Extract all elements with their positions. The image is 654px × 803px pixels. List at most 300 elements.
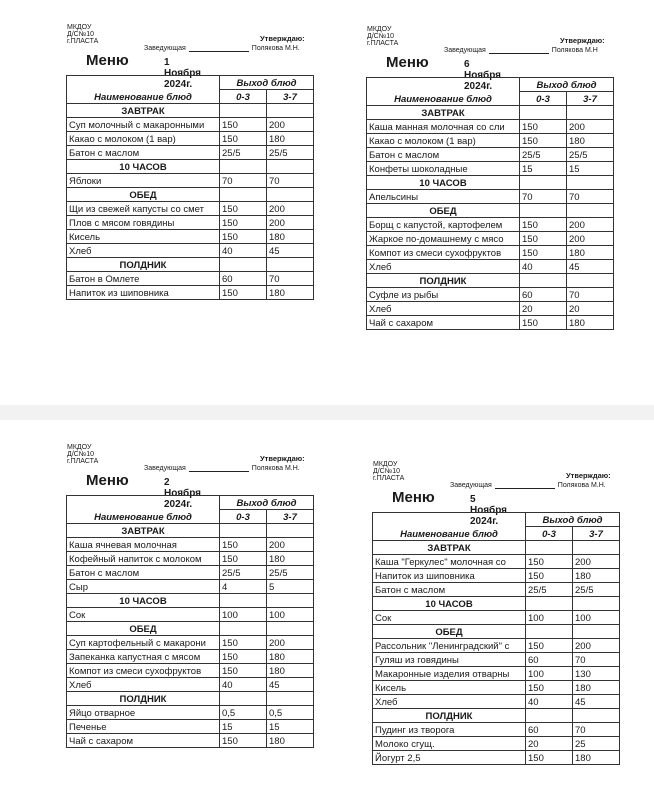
signature-line xyxy=(189,51,249,52)
empty-cell xyxy=(220,692,267,706)
portion-0-3: 0,5 xyxy=(220,706,267,720)
col-age-3-7: 3-7 xyxy=(267,90,314,104)
signature-line xyxy=(495,488,555,489)
portion-0-3: 40 xyxy=(526,695,573,709)
empty-cell xyxy=(220,594,267,608)
portion-0-3: 150 xyxy=(220,538,267,552)
portion-0-3: 150 xyxy=(220,132,267,146)
table-row xyxy=(67,566,314,580)
portion-3-7: 45 xyxy=(567,260,614,274)
section-row xyxy=(367,176,614,190)
signature-line xyxy=(489,53,549,54)
table-row xyxy=(367,134,614,148)
empty-cell xyxy=(526,625,573,639)
portion-3-7: 180 xyxy=(267,650,314,664)
dish-name: Чай с сахаром xyxy=(67,734,220,748)
section-label: ОБЕД xyxy=(367,204,520,218)
empty-cell xyxy=(220,188,267,202)
section-row xyxy=(373,709,620,723)
dish-name: Кисель xyxy=(373,681,526,695)
portion-0-3: 40 xyxy=(220,244,267,258)
table-row xyxy=(367,316,614,330)
table-row xyxy=(67,146,314,160)
dish-name: Печенье xyxy=(67,720,220,734)
empty-cell xyxy=(267,692,314,706)
dish-name: Батон с маслом xyxy=(67,566,220,580)
menu-table xyxy=(372,512,620,765)
dish-name: Сок xyxy=(67,608,220,622)
dish-name: Йогурт 2,5 xyxy=(373,751,526,765)
signature-line xyxy=(189,471,249,472)
table-row xyxy=(67,636,314,650)
dish-name: Борщ с капустой, картофелем xyxy=(367,218,520,232)
table-row xyxy=(367,260,614,274)
portion-0-3: 150 xyxy=(220,230,267,244)
section-row xyxy=(67,692,314,706)
dish-name: Каша "Геркулес" молочная со xyxy=(373,555,526,569)
empty-cell xyxy=(520,176,567,190)
portion-0-3: 25/5 xyxy=(520,148,567,162)
menu-date: 5 Ноября 2024г. xyxy=(470,494,508,527)
head-name: Полякова М.Н. xyxy=(251,465,300,472)
portion-3-7: 200 xyxy=(567,218,614,232)
org-name: МКДОУ Д/С№10 г.ПЛАСТА xyxy=(367,26,399,47)
portion-3-7: 130 xyxy=(573,667,620,681)
portion-3-7: 25/5 xyxy=(567,148,614,162)
portion-3-7: 180 xyxy=(567,134,614,148)
table-row xyxy=(373,667,620,681)
section-row xyxy=(373,597,620,611)
col-age-0-3: 0-3 xyxy=(520,92,567,106)
portion-0-3: 150 xyxy=(526,555,573,569)
portion-0-3: 150 xyxy=(520,218,567,232)
dish-name: Хлеб xyxy=(67,678,220,692)
portion-0-3: 150 xyxy=(520,316,567,330)
section-label: ПОЛДНИК xyxy=(67,692,220,706)
table-row xyxy=(67,552,314,566)
col-name-header: Наименование блюд xyxy=(367,78,520,106)
col-name-header: Наименование блюд xyxy=(373,513,526,541)
portion-3-7: 45 xyxy=(573,695,620,709)
head-line xyxy=(450,482,606,489)
portion-0-3: 150 xyxy=(520,134,567,148)
section-label: ЗАВТРАК xyxy=(373,541,526,555)
col-age-3-7: 3-7 xyxy=(267,510,314,524)
portion-0-3: 25/5 xyxy=(220,566,267,580)
portion-0-3: 70 xyxy=(220,174,267,188)
table-row xyxy=(373,583,620,597)
empty-cell xyxy=(567,204,614,218)
portion-0-3: 100 xyxy=(526,667,573,681)
menu-table xyxy=(366,77,614,330)
approve-label: Утверждаю: xyxy=(260,34,305,43)
dish-name: Жаркое по-домашнему с мясо xyxy=(367,232,520,246)
dish-name: Какао с молоком (1 вар) xyxy=(67,132,220,146)
org-name: МКДОУ Д/С№10 г.ПЛАСТА xyxy=(67,444,99,465)
section-row xyxy=(67,594,314,608)
dish-name: Хлеб xyxy=(367,260,520,274)
portion-3-7: 70 xyxy=(567,288,614,302)
approve-label: Утверждаю: xyxy=(260,454,305,463)
dish-name: Яйцо отварное xyxy=(67,706,220,720)
table-row xyxy=(373,751,620,765)
table-row xyxy=(67,202,314,216)
table-row xyxy=(67,580,314,594)
portion-0-3: 150 xyxy=(526,681,573,695)
dish-name: Батон в Омлете xyxy=(67,272,220,286)
empty-cell xyxy=(573,625,620,639)
portion-3-7: 200 xyxy=(267,118,314,132)
empty-cell xyxy=(220,160,267,174)
portion-3-7: 200 xyxy=(567,120,614,134)
table-row xyxy=(373,695,620,709)
empty-cell xyxy=(220,104,267,118)
table-row xyxy=(373,569,620,583)
portion-3-7: 25/5 xyxy=(573,583,620,597)
portion-0-3: 25/5 xyxy=(220,146,267,160)
col-name-header: Наименование блюд xyxy=(67,76,220,104)
menu-table xyxy=(66,75,314,300)
table-row xyxy=(373,681,620,695)
section-row xyxy=(67,258,314,272)
dish-name: Сыр xyxy=(67,580,220,594)
portion-0-3: 150 xyxy=(220,734,267,748)
portion-3-7: 100 xyxy=(267,608,314,622)
portion-3-7: 200 xyxy=(267,636,314,650)
portion-3-7: 45 xyxy=(267,244,314,258)
table-row xyxy=(67,608,314,622)
dish-name: Батон с маслом xyxy=(67,146,220,160)
dish-name: Каша ячневая молочная xyxy=(67,538,220,552)
table-row xyxy=(67,678,314,692)
table-row xyxy=(367,232,614,246)
portion-0-3: 100 xyxy=(526,611,573,625)
dish-name: Кофейный напиток с молоком xyxy=(67,552,220,566)
empty-cell xyxy=(520,106,567,120)
empty-cell xyxy=(573,709,620,723)
dish-name: Суп молочный с макаронными xyxy=(67,118,220,132)
dish-name: Пудинг из творога xyxy=(373,723,526,737)
section-row xyxy=(367,274,614,288)
table-row xyxy=(67,664,314,678)
section-label: ПОЛДНИК xyxy=(373,709,526,723)
empty-cell xyxy=(573,597,620,611)
empty-cell xyxy=(567,106,614,120)
dish-name: Напиток из шиповника xyxy=(373,569,526,583)
section-label: 10 ЧАСОВ xyxy=(67,594,220,608)
dish-name: Молоко сгущ. xyxy=(373,737,526,751)
head-label: Заведующая xyxy=(444,47,486,54)
portion-0-3: 150 xyxy=(526,751,573,765)
portion-0-3: 150 xyxy=(526,639,573,653)
portion-0-3: 150 xyxy=(220,118,267,132)
dish-name: Хлеб xyxy=(367,302,520,316)
dish-name: Напиток из шиповника xyxy=(67,286,220,300)
head-name: Полякова М.Н. xyxy=(251,45,300,52)
menu-date: 6 Ноября 2024г. xyxy=(464,59,502,92)
portion-0-3: 150 xyxy=(220,650,267,664)
dish-name: Батон с маслом xyxy=(373,583,526,597)
portion-0-3: 60 xyxy=(220,272,267,286)
table-row xyxy=(367,120,614,134)
portion-0-3: 150 xyxy=(520,232,567,246)
portion-0-3: 15 xyxy=(220,720,267,734)
table-row xyxy=(373,555,620,569)
portion-3-7: 200 xyxy=(267,216,314,230)
dish-name: Запеканка капустная с мясом xyxy=(67,650,220,664)
portion-3-7: 180 xyxy=(267,230,314,244)
portion-3-7: 70 xyxy=(267,174,314,188)
portion-3-7: 0,5 xyxy=(267,706,314,720)
portion-0-3: 150 xyxy=(220,286,267,300)
dish-name: Суфле из рыбы xyxy=(367,288,520,302)
table-row xyxy=(67,216,314,230)
dish-name: Компот из смеси сухофруктов xyxy=(67,664,220,678)
portion-3-7: 180 xyxy=(267,552,314,566)
head-name: Полякова М.Н xyxy=(551,47,598,54)
table-row xyxy=(373,653,620,667)
dish-name: Плов с мясом говядины xyxy=(67,216,220,230)
section-label: ПОЛДНИК xyxy=(67,258,220,272)
table-row xyxy=(367,288,614,302)
dish-name: Батон с маслом xyxy=(367,148,520,162)
portion-0-3: 150 xyxy=(220,202,267,216)
org-name: МКДОУ Д/С№10 г.ПЛАСТА xyxy=(373,461,405,482)
section-label: 10 ЧАСОВ xyxy=(67,160,220,174)
section-label: 10 ЧАСОВ xyxy=(367,176,520,190)
head-line xyxy=(444,47,598,54)
portion-3-7: 200 xyxy=(573,639,620,653)
col-age-3-7: 3-7 xyxy=(573,527,620,541)
dish-name: Яблоки xyxy=(67,174,220,188)
menu-title: Меню xyxy=(386,54,429,71)
portion-3-7: 200 xyxy=(267,202,314,216)
head-label: Заведующая xyxy=(144,45,186,52)
dish-name: Кисель xyxy=(67,230,220,244)
empty-cell xyxy=(520,204,567,218)
head-label: Заведующая xyxy=(450,482,492,489)
portion-3-7: 180 xyxy=(267,664,314,678)
table-row xyxy=(67,538,314,552)
empty-cell xyxy=(267,104,314,118)
table-row xyxy=(67,720,314,734)
portion-3-7: 25/5 xyxy=(267,146,314,160)
portion-3-7: 25 xyxy=(573,737,620,751)
table-row xyxy=(367,148,614,162)
header-row xyxy=(67,496,314,510)
portion-0-3: 20 xyxy=(526,737,573,751)
menu-table xyxy=(66,495,314,748)
dish-name: Конфеты шоколадные xyxy=(367,162,520,176)
empty-cell xyxy=(267,524,314,538)
portion-3-7: 200 xyxy=(573,555,620,569)
section-row xyxy=(367,106,614,120)
portion-3-7: 25/5 xyxy=(267,566,314,580)
table-row xyxy=(67,174,314,188)
table-row xyxy=(367,162,614,176)
portion-3-7: 180 xyxy=(573,681,620,695)
menu-title: Меню xyxy=(86,52,129,69)
section-label: ЗАВТРАК xyxy=(67,104,220,118)
table-row xyxy=(367,302,614,316)
portion-0-3: 100 xyxy=(220,608,267,622)
empty-cell xyxy=(573,541,620,555)
portion-3-7: 180 xyxy=(267,734,314,748)
table-row xyxy=(373,639,620,653)
portion-0-3: 150 xyxy=(220,664,267,678)
portion-0-3: 60 xyxy=(520,288,567,302)
section-label: ПОЛДНИК xyxy=(367,274,520,288)
portion-3-7: 70 xyxy=(567,190,614,204)
empty-cell xyxy=(526,597,573,611)
table-row xyxy=(67,230,314,244)
portion-3-7: 180 xyxy=(267,286,314,300)
dish-name: Хлеб xyxy=(67,244,220,258)
empty-cell xyxy=(220,258,267,272)
section-label: 10 ЧАСОВ xyxy=(373,597,526,611)
table-row xyxy=(373,723,620,737)
empty-cell xyxy=(267,188,314,202)
table-row xyxy=(367,246,614,260)
portion-3-7: 70 xyxy=(267,272,314,286)
empty-cell xyxy=(526,709,573,723)
menu-date: 2 Ноября 2024г. xyxy=(164,477,202,510)
menu-title: Меню xyxy=(86,472,129,489)
empty-cell xyxy=(520,274,567,288)
portion-3-7: 180 xyxy=(567,246,614,260)
table-row xyxy=(67,286,314,300)
table-row xyxy=(367,218,614,232)
portion-3-7: 180 xyxy=(573,751,620,765)
table-row xyxy=(67,272,314,286)
portion-3-7: 15 xyxy=(567,162,614,176)
portion-0-3: 15 xyxy=(520,162,567,176)
dish-name: Щи из свежей капусты со смет xyxy=(67,202,220,216)
portion-0-3: 150 xyxy=(520,246,567,260)
header-row xyxy=(67,76,314,90)
table-row xyxy=(67,244,314,258)
section-row xyxy=(67,524,314,538)
portion-0-3: 25/5 xyxy=(526,583,573,597)
portion-0-3: 40 xyxy=(520,260,567,274)
portion-0-3: 40 xyxy=(220,678,267,692)
col-output-header: Выход блюд xyxy=(526,513,620,527)
portion-3-7: 70 xyxy=(573,723,620,737)
dish-name: Чай с сахаром xyxy=(367,316,520,330)
section-row xyxy=(373,625,620,639)
portion-3-7: 180 xyxy=(567,316,614,330)
approve-label: Утверждаю: xyxy=(566,471,611,480)
dish-name: Какао с молоком (1 вар) xyxy=(367,134,520,148)
empty-cell xyxy=(267,160,314,174)
table-row xyxy=(367,190,614,204)
portion-3-7: 180 xyxy=(267,132,314,146)
portion-3-7: 100 xyxy=(573,611,620,625)
portion-0-3: 4 xyxy=(220,580,267,594)
table-row xyxy=(67,650,314,664)
portion-3-7: 45 xyxy=(267,678,314,692)
section-label: ОБЕД xyxy=(373,625,526,639)
dish-name: Сок xyxy=(373,611,526,625)
portion-0-3: 70 xyxy=(520,190,567,204)
portion-0-3: 60 xyxy=(526,723,573,737)
dish-name: Рассольник "Ленинградский" с xyxy=(373,639,526,653)
section-row xyxy=(373,541,620,555)
table-row xyxy=(67,734,314,748)
empty-cell xyxy=(526,541,573,555)
table-row xyxy=(67,706,314,720)
portion-3-7: 15 xyxy=(267,720,314,734)
section-label: ЗАВТРАК xyxy=(67,524,220,538)
empty-cell xyxy=(267,594,314,608)
empty-cell xyxy=(567,274,614,288)
portion-0-3: 20 xyxy=(520,302,567,316)
col-age-0-3: 0-3 xyxy=(220,90,267,104)
empty-cell xyxy=(220,524,267,538)
org-name: МКДОУ Д/С№10 г.ПЛАСТА xyxy=(67,24,99,45)
dish-name: Каша манная молочная со сли xyxy=(367,120,520,134)
table-row xyxy=(67,118,314,132)
head-name: Полякова М.Н. xyxy=(557,482,606,489)
col-output-header: Выход блюд xyxy=(520,78,614,92)
portion-3-7: 200 xyxy=(267,538,314,552)
col-name-header: Наименование блюд xyxy=(67,496,220,524)
section-row xyxy=(67,160,314,174)
table-row xyxy=(67,132,314,146)
dish-name: Гуляш из говядины xyxy=(373,653,526,667)
portion-0-3: 60 xyxy=(526,653,573,667)
portion-3-7: 20 xyxy=(567,302,614,316)
empty-cell xyxy=(220,622,267,636)
portion-0-3: 150 xyxy=(220,552,267,566)
col-age-3-7: 3-7 xyxy=(567,92,614,106)
dish-name: Апельсины xyxy=(367,190,520,204)
head-line xyxy=(144,465,300,472)
portion-0-3: 150 xyxy=(220,216,267,230)
section-row xyxy=(67,188,314,202)
dish-name: Компот из смеси сухофруктов xyxy=(367,246,520,260)
col-age-0-3: 0-3 xyxy=(220,510,267,524)
section-label: ОБЕД xyxy=(67,188,220,202)
portion-3-7: 5 xyxy=(267,580,314,594)
head-label: Заведующая xyxy=(144,465,186,472)
section-row xyxy=(367,204,614,218)
table-row xyxy=(373,737,620,751)
section-label: ОБЕД xyxy=(67,622,220,636)
dish-name: Хлеб xyxy=(373,695,526,709)
section-row xyxy=(67,104,314,118)
menu-title: Меню xyxy=(392,489,435,506)
portion-0-3: 150 xyxy=(526,569,573,583)
empty-cell xyxy=(567,176,614,190)
approve-label: Утверждаю: xyxy=(560,36,605,45)
dish-name: Макаронные изделия отварны xyxy=(373,667,526,681)
portion-3-7: 180 xyxy=(573,569,620,583)
portion-3-7: 200 xyxy=(567,232,614,246)
header-row xyxy=(367,78,614,92)
col-output-header: Выход блюд xyxy=(220,496,314,510)
table-row xyxy=(373,611,620,625)
portion-0-3: 150 xyxy=(520,120,567,134)
portion-3-7: 70 xyxy=(573,653,620,667)
empty-cell xyxy=(267,258,314,272)
section-row xyxy=(67,622,314,636)
dish-name: Суп картофельный с макарони xyxy=(67,636,220,650)
menu-date: 1 Ноября 2024г. xyxy=(164,57,202,90)
section-label: ЗАВТРАК xyxy=(367,106,520,120)
empty-cell xyxy=(267,622,314,636)
head-line xyxy=(144,45,300,52)
